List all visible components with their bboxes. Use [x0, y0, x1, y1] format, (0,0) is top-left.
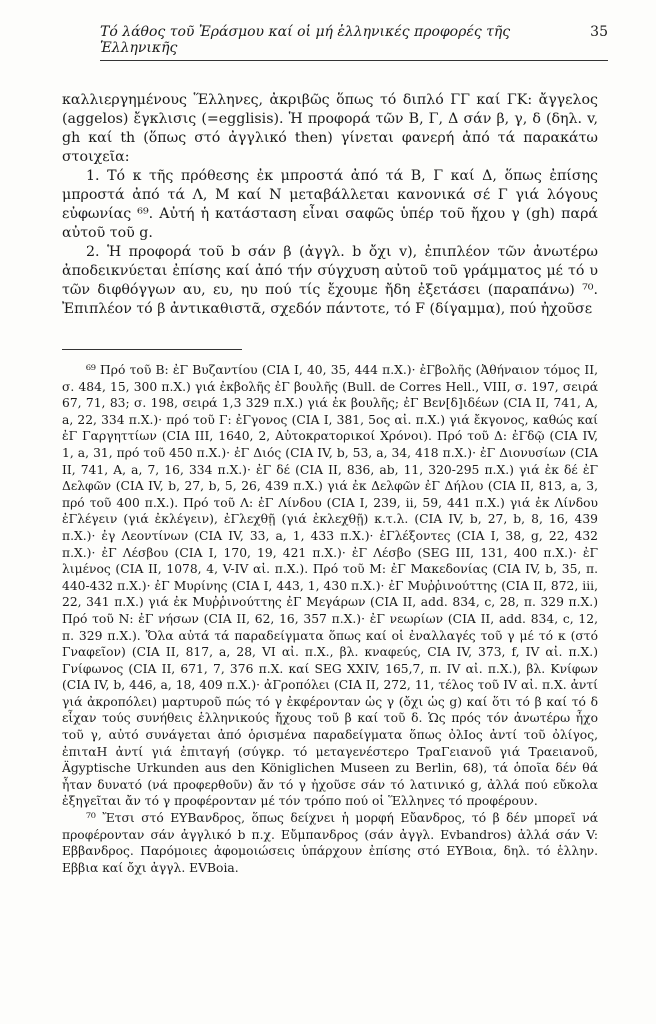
paragraph: καλλιεργημένους Ἕλληνες, ἀκριβῶς ὅπως τό διπλό ΓΓ καί ΓΚ: ἄγγελος (aggelos) ἔγκλισις (=egglisis). Ἡ προφορά τῶν Β, Γ, Δ σάν β, γ, δ (δηλ. v, gh καί th (ὅπως στό ἀγγλικό then) γίνεται φανερή ἀπό τά παρακάτω στοιχεῖα: — [62, 92, 598, 165]
page-number: 35 — [590, 24, 608, 40]
footnote-divider — [62, 349, 242, 350]
footnote-69: ⁶⁹ Πρό τοῦ Β: ἐΓ Βυζαντίου (CIA I, 40, 35, 444 π.Χ.)· ἐΓβολῆς (Ἀθήναιον τόμος ΙΙ, σ. 484, 15, 300 π.Χ.) γιά ἐκβολῆς ἐΓ βουλῆς (Bull. de Corres Hell., VIII, σ. 197, σειρά 67, 71, 83; σ. 198, σειρά 1,3 329 π.Χ.) γιά ἐκ βουλῆς; ἐΓ Βεν[δ]ιδέων (CIA II, 741, A, a, 22, 334 π.Χ.)· πρό τοῦ Γ: ἐΓγονος (CIA I, 381, 5ος αἰ. π.Χ.) γιά ἔκγονος, καθώς καί ἐΓ Γαργηττίων (CIA III, 1640, 2, Αὐτοκρατορικοί Χρόνοι). Πρό τοῦ Δ: ἐΓδῷ (CIA IV, 1, a, 31, πρό τοῦ 450 π.Χ.)· ἐΓ Διός (CIA IV, b, 53, a, 34, 418 π.Χ.)· ἐΓ Διονυσίων (CIA II, 741, A, a, 7, 16, 334 π.Χ.)· ἐΓ δέ (CIA II, 836, ab, 11, 320-295 π.Χ.) γιά ἐκ δέ ἐΓ Δελφῶν (CIA IV, b, 27, b, 5, 26, 439 π.Χ.) γιά ἐκ Δελφῶν ἐΓ Δήλου (CIA II, 813, a, 3, πρό τοῦ 400 π.Χ.). Πρό τοῦ Λ: ἐΓ Λίνδου (CIA I, 239, ii, 59, 441 π.Χ.) γιά ἐκ Λίνδου ἐΓλέγειν (γιά ἐκλέγειν), ἐΓλεχθῇ (γιά ἐκλεχθῇ) κ.τ.λ. (CIA IV, b, 27, b, 8, 16, 439 π.Χ.)· ἐγ Λεοντίνων (CIA IV, 33, a, 1, 433 π.Χ.)· ἐΓλέξοντες (CIA I, 38, g, 22, 432 π.Χ.)· ἐΓ Λέσβου (CIA I, 170, 19, 421 π.Χ.)· ἐΓ Λέσβο (SEG III, 131, 400 π.Χ.)· ἐΓ λιμένος (CIA II, 1078, 4, V-IV αἰ. π.Χ.). Πρό τοῦ Μ: ἐΓ Μακεδονίας (CIA IV, b, 35, π. 440-432 π.Χ.)· ἐΓ Μυρίνης (CIA I, 443, 1, 430 π.Χ.)· ἐΓ Μυῤῥινούττης (CIA II, 872, iii, 22, 341 π.Χ.) γιά ἐκ Μυῤῥινούττης ἐΓ Μεγάρων (CIA II, add. 834, c, 28, π. 329 π.Χ.) Πρό τοῦ Ν: ἐΓ νήσων (CIA II, 62, 16, 357 π.Χ.)· ἐΓ νεωρίων (CIA II, add. 834, c, 12, π. 329 π.Χ.). Ὅλα αὐτά τά παραδείγματα ὅπως καί οἱ ἐναλλαγές τοῦ γ μέ τό κ (στό Γναφεῖον) (CIA II, 817, a, 28, VI αἰ. π.Χ., βλ. κναφεύς, CIA IV, 373, f, IV αἰ. π.Χ.) Γνίφωνος (CIA II, 671, 7, 376 π.Χ. καί SEG XXIV, 165,7, π. IV αἰ. π.Χ.), βλ. Κνίφων (CIA IV, b, 446, a, 18, 409 π.Χ.)· ἀΓροπόλει (CIA II, 272, 11, τέλος τοῦ IV αἰ. π.Χ. ἀντί γιά ἀκροπόλει) μαρτυροῦ πώς τό γ ἐκφέρονταν ὡς γ (ὄχι ὡς g) καί ὅτι τό β καί τό δ εἶχαν τούς συνήθεις ἑλληνικούς ἤχους τοῦ β καί τοῦ δ. Ὡς πρός τόν ἀνωτέρω ἦχο τοῦ γ, αὐτό συνάγεται ἀπό ὁρισμένα παραδείγματα ὅπως ὀλΙος ἀντί τοῦ ὀλίγος, ἐπιταΗ ἀντί γιά ἐπιταγή (σύγκρ. τό μεταγενέστερο ΤραΓειανοῦ γιά Τραειανοῦ, Ägyptische Urkunden aus den Königlichen Museen zu Berlin, 68), τά ὁποῖα δέν θά ἦταν δυνατό (νά προφερθοῦν) ἄν τό γ ἠχοῦσε σάν τό λατινικό g, ἀλλά πού εὔκολα ἐξηγεῖται ἄν τό γ προφέρονταν μέ τόν τρόπο πού οἱ Ἕλληνες τό προφέρουν. — [62, 363, 598, 809]
paragraph: 2. Ἡ προφορά τοῦ b σάν β (ἀγγλ. b ὄχι v), ἐπιπλέον τῶν ἀνωτέρω ἀποδεικνύεται ἐπίσης καί ἀπό τήν σύγχυση αὐτοῦ τοῦ γράμματος μέ τό υ τῶν διφθόγγων αυ, ευ, ηυ πού τίς ἔχουμε ἤδη ἐξετάσει (παραπάνω) ⁷⁰. Ἐπιπλέον τό β ἀντικαθιστᾶ, σχεδόν πάντοτε, τό F (δίγαμμα), πού ἠχοῦσε — [62, 244, 598, 317]
footnotes — [62, 362, 598, 876]
paragraph: 1. Τό κ τῆς πρόθεσης ἐκ μπροστά ἀπό τά Β, Γ καί Δ, ὅπως ἐπίσης μπροστά ἀπό τά Λ, Μ καί Ν μεταβάλλεται κανονικά σέ Γ γιά λόγους εὐφωνίας ⁶⁹. Αὐτή ἡ κατάσταση εἶναι σαφῶς ὑπέρ τοῦ ἤχου γ (gh) παρά αὐτοῦ τοῦ g. — [62, 168, 598, 241]
footnote-70: ⁷⁰ Ἔτσι στό ΕΥΒανδρος, ὅπως δείχνει ἡ μορφή Εὔανδρος, τό β δέν μπορεῖ νά προφέρονταν σάν ἀγγλικό b π.χ. Εὔμπανδρος (σάν ἀγγλ. Evbandros) ἀλλά σάν V: Εββανδρος. Παρόμοιες ἀφομοιώσεις ὑπάρχουν ἐπίσης στό ΕΥΒοια, δηλ. τό ἑλλην. Εββια καί ὄχι ἀγγλ. EVBoia. — [62, 811, 598, 875]
running-title: Τό λάθος τοῦ Ἐράσμου καί οἱ μή ἑλληνικές προφορές τῆς Ἑλληνικῆς — [100, 24, 511, 56]
main-text — [62, 91, 598, 319]
page-header — [100, 24, 608, 61]
